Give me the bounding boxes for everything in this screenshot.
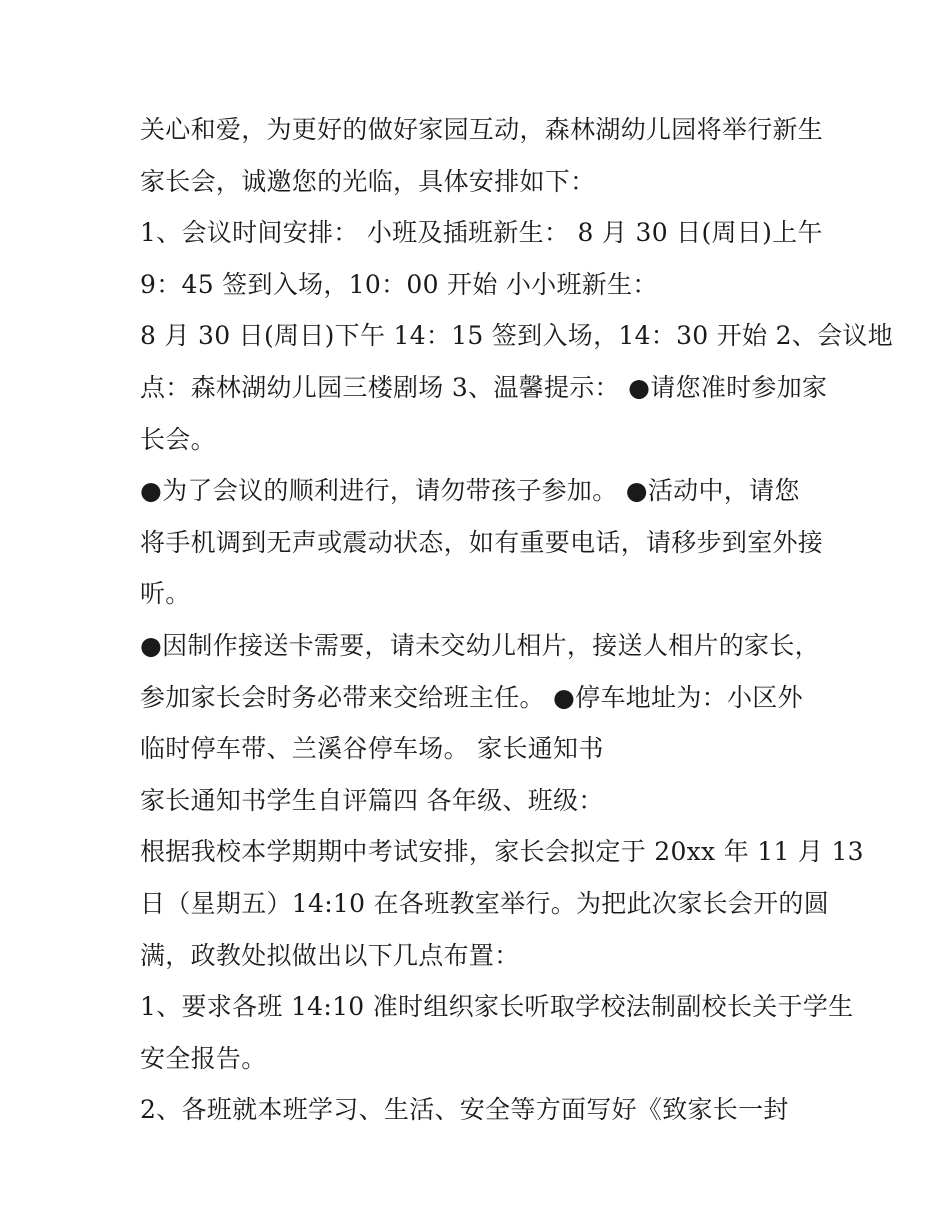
text-line: 1、会议时间安排： 小班及插班新生： 8 月 30 日(周日)上午 [140, 218, 823, 248]
document-body [140, 108, 894, 1140]
text-line: 关心和爱，为更好的做好家园互动，森林湖幼儿园将举行新生 [140, 115, 824, 144]
text-line: ●因制作接送卡需要，请未交幼儿相片，接送人相片的家长， [140, 630, 820, 660]
text-line: 听。 [140, 579, 191, 609]
text-line: 2、各班就本班学习、生活、安全等方面写好《致家长一封 [140, 1095, 789, 1125]
text-line: 临时停车带、兰溪谷停车场。 家长通知书 [140, 734, 604, 764]
text-line: ●为了会议的顺利进行，请勿带孩子参加。 ●活动中，请您 [140, 476, 800, 506]
text-line: 家长会，诚邀您的光临，具体安排如下： [140, 166, 596, 196]
text-line: 根据我校本学期期中考试安排，家长会拟定于 20xx 年 11 月 13 [140, 837, 864, 867]
text-line: 长会。 [140, 424, 216, 454]
text-line: 8 月 30 日(周日)下午 14：15 签到入场，14：30 开始 2、会议地 [140, 321, 894, 351]
text-line: 将手机调到无声或震动状态，如有重要电话，请移步到室外接 [140, 527, 824, 557]
text-line: 参加家长会时务必带来交给班主任。 ●停车地址为：小区外 [140, 682, 803, 712]
text-line: 安全报告。 [140, 1043, 267, 1073]
text-line: 日（星期五）14:10 在各班教室举行。为把此次家长会开的圆 [140, 888, 829, 918]
text-line: 点：森林湖幼儿园三楼剧场 3、温馨提示： ●请您准时参加家 [140, 372, 828, 402]
text-line: 1、要求各班 14:10 准时组织家长听取学校法制副校长关于学生 [140, 992, 854, 1022]
text-line: 9：45 签到入场，10：00 开始 小小班新生： [140, 269, 658, 299]
text-line: 家长通知书学生自评篇四 各年级、班级： [140, 785, 604, 815]
text-line: 满，政教处拟做出以下几点布置： [140, 940, 520, 970]
